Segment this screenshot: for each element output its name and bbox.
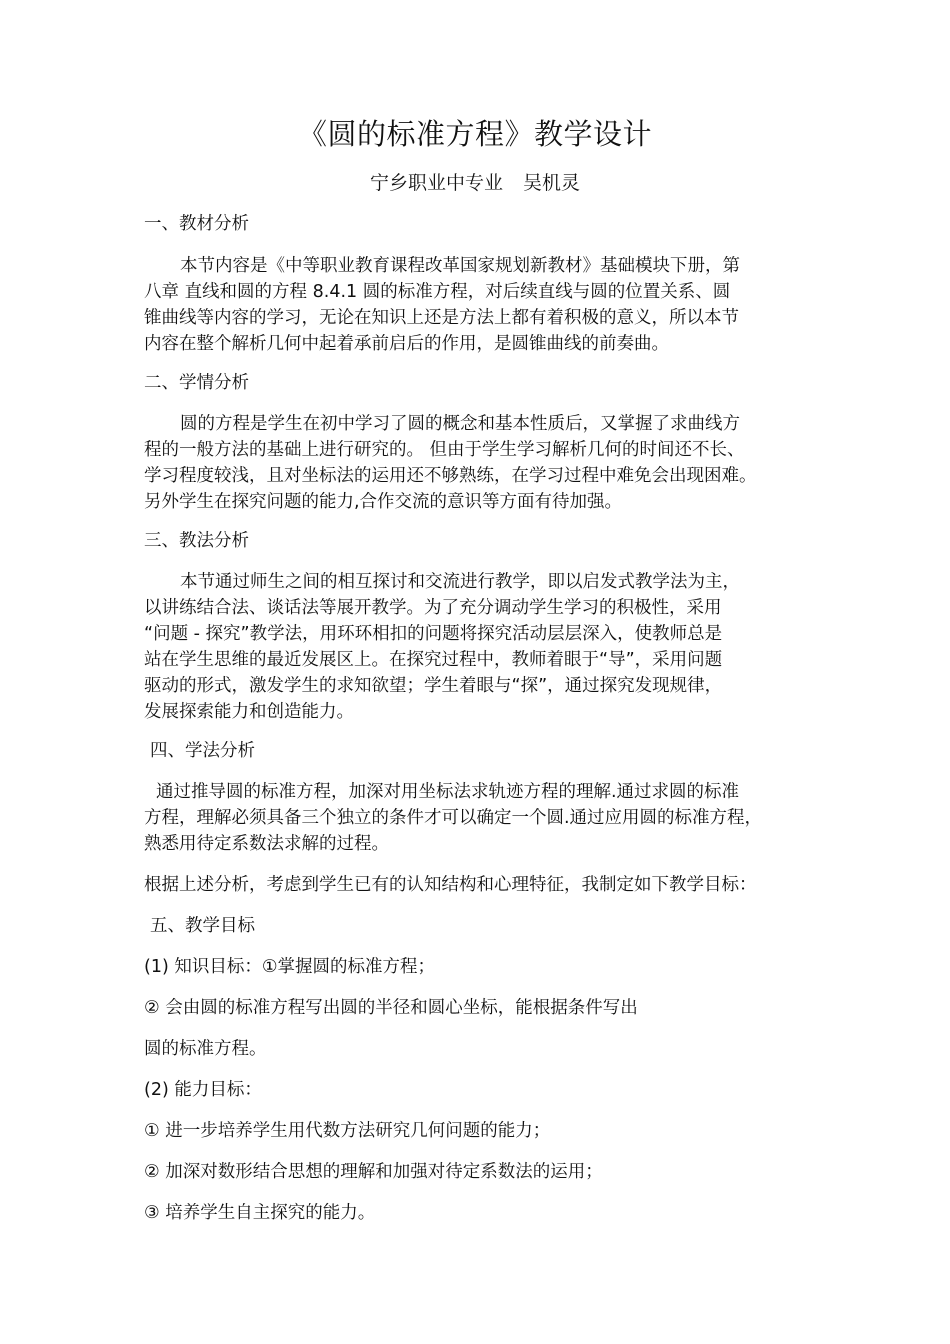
document-title: 《圆的标准方程》教学设计 bbox=[297, 117, 652, 151]
transition-line: 根据上述分析，考虑到学生已有的认知结构和心理特征，我制定如下教学目标： bbox=[144, 875, 757, 895]
section-heading: 三、教法分析 bbox=[144, 531, 249, 551]
objective-line: 圆的标准方程。 bbox=[144, 1039, 267, 1059]
paragraph-line: 熟悉用待定系数法求解的过程。 bbox=[144, 834, 389, 854]
objective-line: ② 会由圆的标准方程写出圆的半径和圆心坐标，能根据条件写出 bbox=[144, 998, 638, 1018]
paragraph-line: 站在学生思维的最近发展区上。在探究过程中，教师着眼于“导”，采用问题 bbox=[144, 650, 723, 670]
paragraph-line: 驱动的形式，激发学生的求知欲望；学生着眼与“探”，通过探究发现规律， bbox=[144, 676, 723, 696]
paragraph-line: 本节内容是《中等职业教育课程改革国家规划新教材》基础模块下册，第 bbox=[180, 256, 740, 276]
section-heading: 二、学情分析 bbox=[144, 373, 249, 393]
objective-line: (1) 知识目标：①掌握圆的标准方程； bbox=[144, 957, 436, 977]
paragraph-line: 通过推导圆的标准方程，加深对用坐标法求轨迹方程的理解.通过求圆的标准 bbox=[156, 782, 740, 802]
paragraph-line: 锥曲线等内容的学习，无论在知识上还是方法上都有着积极的意义，所以本节 bbox=[144, 308, 739, 328]
objective-line: (2) 能力目标： bbox=[144, 1080, 262, 1100]
paragraph-line: 发展探索能力和创造能力。 bbox=[144, 702, 354, 722]
paragraph-line: 本节通过师生之间的相互探讨和交流进行教学，即以启发式教学法为主， bbox=[180, 572, 740, 592]
objective-line: ② 加深对数形结合思想的理解和加强对待定系数法的运用； bbox=[144, 1162, 603, 1182]
objective-line: ① 进一步培养学生用代数方法研究几何问题的能力； bbox=[144, 1121, 551, 1141]
objective-line: ③ 培养学生自主探究的能力。 bbox=[144, 1203, 376, 1223]
paragraph-line: 八章 直线和圆的方程 8.4.1 圆的标准方程，对后续直线与圆的位置关系、圆 bbox=[144, 282, 731, 302]
paragraph-line: 另外学生在探究问题的能力,合作交流的意识等方面有待加强。 bbox=[144, 492, 623, 512]
author-byline: 宁乡职业中专业 吴机灵 bbox=[369, 172, 581, 194]
paragraph-line: “问题 - 探究”教学法，用环环相扣的问题将探究活动层层深入，使教师总是 bbox=[144, 624, 723, 644]
paragraph-line: 圆的方程是学生在初中学习了圆的概念和基本性质后，又掌握了求曲线方 bbox=[180, 414, 740, 434]
paragraph-line: 学习程度较浅，且对坐标法的运用还不够熟练，在学习过程中难免会出现困难。 bbox=[144, 466, 757, 486]
paragraph-line: 内容在整个解析几何中起着承前启后的作用，是圆锥曲线的前奏曲。 bbox=[144, 334, 669, 354]
paragraph-line: 程的一般方法的基础上进行研究的。 但由于学生学习解析几何的时间还不长、 bbox=[144, 440, 745, 460]
section-heading: 四、学法分析 bbox=[150, 741, 255, 761]
paragraph-line: 以讲练结合法、谈话法等展开教学。为了充分调动学生学习的积极性，采用 bbox=[144, 598, 722, 618]
section-heading: 五、教学目标 bbox=[150, 916, 255, 936]
paragraph-line: 方程，理解必须具备三个独立的条件才可以确定一个圆.通过应用圆的标准方程， bbox=[144, 808, 763, 828]
section-heading: 一、教材分析 bbox=[144, 214, 249, 234]
